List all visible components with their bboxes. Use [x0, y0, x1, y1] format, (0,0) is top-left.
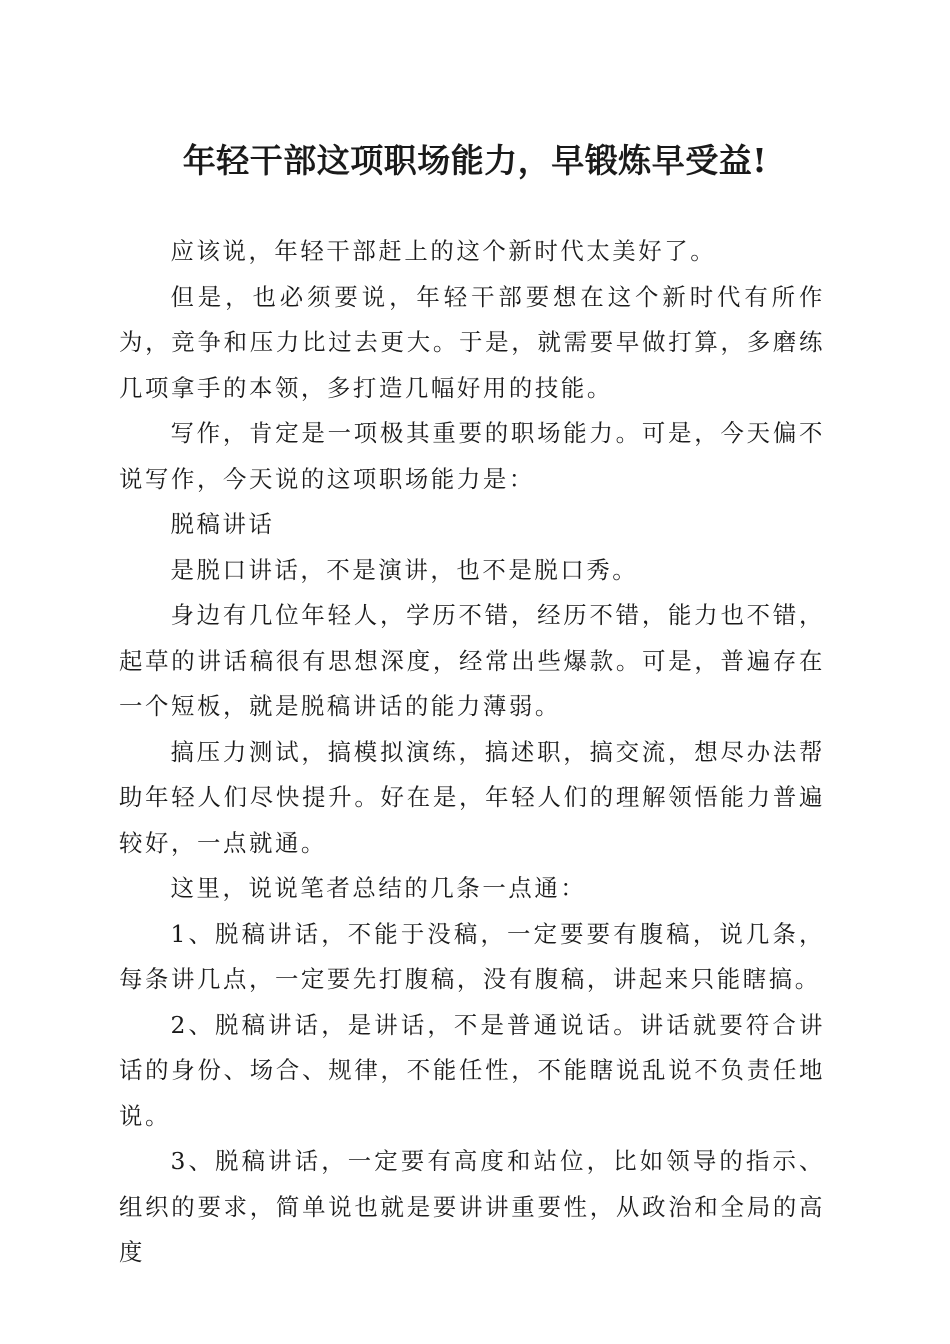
paragraph-4: 脱稿讲话 [170, 510, 275, 538]
paragraph-5: 是脱口讲话，不是演讲，也不是脱口秀。 [170, 555, 639, 584]
paragraph-11: 3、脱稿讲话，一定要有高度和站位，比如领导的指示、组织的要求，简单说也就是要讲讲重要性，从政治和全局的高度 [119, 1147, 825, 1266]
paragraph-7: 搞压力测试，搞模拟演练，搞述职，搞交流，想尽办法帮助年轻人们尽快提升。好在是，年轻人们的理解领悟能力普遍较好，一点就通。 [119, 737, 825, 857]
paragraph-10: 2、脱稿讲话，是讲话，不是普通说话。讲话就要符合讲话的身份、场合、规律，不能任性，不能瞎说乱说不负责任地说。 [119, 1010, 825, 1130]
paragraph-6: 身边有几位年轻人，学历不错，经历不错，能力也不错，起草的讲话稿很有思想深度，经常出些爆款。可是，普遍存在一个短板，就是脱稿讲话的能力薄弱。 [119, 601, 825, 720]
paragraph-1: 应该说，年轻干部赶上的这个新时代太美好了。 [170, 237, 717, 265]
document-body [119, 229, 825, 1276]
document-title: 年轻干部这项职场能力，早锻炼早受益! [182, 141, 768, 180]
paragraph-9: 1、脱稿讲话，不能于没稿，一定要要有腹稿，说几条，每条讲几点，一定要先打腹稿，没有腹稿，讲起来只能瞎搞。 [119, 919, 825, 993]
paragraph-8: 这里，说说笔者总结的几条一点通： [170, 874, 587, 902]
paragraph-2: 但是，也必须要说，年轻干部要想在这个新时代有所作为，竞争和压力比过去更大。于是，就需要早做打算，多磨练几项拿手的本领，多打造几幅好用的技能。 [119, 282, 825, 402]
paragraph-3: 写作，肯定是一项极其重要的职场能力。可是，今天偏不说写作，今天说的这项职场能力是： [119, 419, 825, 493]
